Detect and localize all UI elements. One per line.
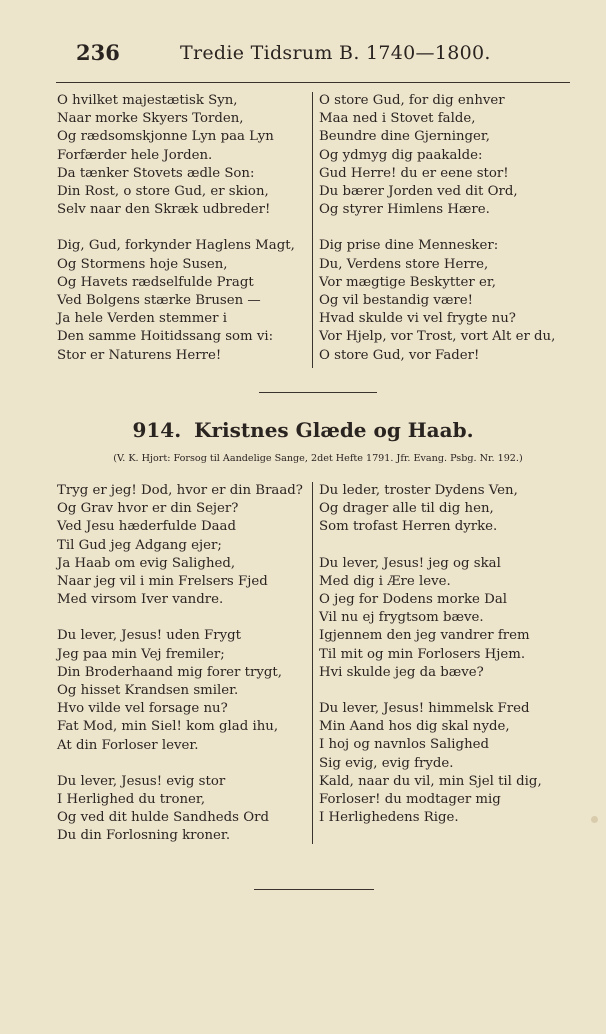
verse-line: Kald, naar du vil, min Sjel til dig,: [319, 773, 542, 789]
verse-line: Og vil bestandig være!: [319, 293, 474, 309]
verse-line: Og drager alle til dig hen,: [319, 501, 494, 517]
column-divider: [312, 482, 313, 844]
hymn-number: 914.: [132, 418, 182, 442]
verse-line: Din Broderhaand mig forer trygt,: [57, 664, 282, 680]
verse-line: Og ydmyg dig paakalde:: [319, 147, 483, 163]
stanza: [319, 555, 569, 682]
verse-line: Naar morke Skyers Torden,: [57, 111, 244, 127]
verse-line: Du leder, troster Dydens Ven,: [319, 483, 518, 498]
verse-line: Du lever, Jesus! himmelsk Fred: [319, 701, 530, 717]
verse-line: Igjennem den jeg vandrer frem: [319, 628, 530, 644]
verse-line: Vil nu ej frygtsom bæve.: [319, 610, 484, 626]
verse-line: Og rædsomskjonne Lyn paa Lyn: [57, 129, 274, 145]
verse-line: O store Gud, vor Fader!: [319, 347, 480, 363]
verse-line: O store Gud, for dig enhver: [319, 93, 505, 108]
verse-line: I Herlighedens Rige.: [319, 810, 459, 826]
verse-line: Fat Mod, min Siel! kom glad ihu,: [57, 719, 279, 735]
verse-line: Tryg er jeg! Dod, hvor er din Braad?: [57, 483, 303, 498]
verse-line: Du lever, Jesus! uden Frygt: [57, 628, 241, 644]
section-divider: [259, 392, 377, 393]
verse-line: O jeg for Dodens morke Dal: [319, 592, 507, 608]
running-head: Tredie Tidsrum B. 1740—1800.: [180, 42, 491, 64]
verse-line: Gud Herre! du er eene stor!: [319, 165, 509, 181]
verse-line: Du lever, Jesus! jeg og skal: [319, 555, 501, 571]
top-right-column: [319, 92, 569, 383]
verse-line: I Herlighed du troner,: [57, 792, 206, 808]
stanza: [319, 237, 569, 364]
hymn-title: Kristnes Glæde og Haab.: [194, 418, 474, 442]
verse-line: Ved Jesu hæderfulde Daad: [57, 519, 236, 535]
page-number: 236: [76, 40, 120, 65]
verse-line: Din Rost, o store Gud, er skion,: [57, 184, 269, 200]
verse-line: Du din Forlosning kroner.: [57, 828, 231, 844]
stanza: [319, 482, 569, 537]
stanza: [319, 700, 569, 827]
page-header: [76, 40, 570, 70]
verse-line: Hvo vilde vel forsage nu?: [57, 701, 228, 717]
verse-line: Jeg paa min Vej fremiler;: [57, 646, 225, 662]
verse-line: Ja hele Verden stemmer i: [57, 311, 228, 327]
stanza: [319, 92, 569, 219]
verse-line: Forloser! du modtager mig: [319, 792, 501, 808]
verse-line: Med virsom Iver vandre.: [57, 592, 224, 608]
verse-line: Du bærer Jorden ved dit Ord,: [319, 184, 518, 200]
top-left-column: [57, 92, 307, 383]
verse-line: Vor mægtige Beskytter er,: [319, 274, 496, 290]
hymn-heading: [0, 418, 606, 442]
verse-line: Og Stormens hoje Susen,: [57, 256, 228, 272]
paper-spot: [591, 816, 598, 823]
verse-line: Beundre dine Gjerninger,: [319, 129, 491, 145]
verse-line: Min Aand hos dig skal nyde,: [319, 719, 510, 735]
hymn-source: (V. K. Hjort: Forsog til Aandelige Sange, 2det Hefte 1791. Jfr. Evang. Psbg. Nr. 192.): [113, 453, 523, 464]
verse-line: Og hisset Krandsen smiler.: [57, 683, 239, 699]
verse-line: Med dig i Ære leve.: [319, 573, 451, 589]
verse-line: Til Gud jeg Adgang ejer;: [57, 537, 222, 553]
verse-line: Stor er Naturens Herre!: [57, 347, 222, 363]
verse-line: Og ved dit hulde Sandheds Ord: [57, 810, 269, 826]
verse-line: Og Grav hvor er din Sejer?: [57, 501, 239, 517]
verse-line: Forfærder hele Jorden.: [57, 147, 213, 163]
verse-line: Ved Bolgens stærke Brusen —: [57, 293, 261, 309]
verse-line: Som trofast Herren dyrke.: [319, 519, 498, 535]
verse-line: O hvilket majestætisk Syn,: [57, 93, 238, 108]
verse-line: Til mit og min Forlosers Hjem.: [319, 646, 526, 662]
verse-line: Maa ned i Stovet falde,: [319, 111, 476, 127]
verse-line: Hvi skulde jeg da bæve?: [319, 664, 484, 680]
verse-line: Vor Hjelp, vor Trost, vort Alt er du,: [319, 329, 556, 345]
end-divider: [254, 889, 374, 890]
stanza: [57, 92, 307, 219]
bottom-left-column: [57, 482, 307, 864]
verse-line: Og Havets rædselfulde Pragt: [57, 274, 254, 290]
verse-line: Og styrer Himlens Hære.: [319, 202, 490, 218]
column-divider: [312, 92, 313, 368]
verse-line: Dig prise dine Mennesker:: [319, 238, 499, 254]
stanza: [57, 482, 307, 609]
verse-line: Ja Haab om evig Salighed,: [57, 555, 236, 571]
header-rule: [56, 82, 570, 83]
verse-line: Du lever, Jesus! evig stor: [57, 773, 226, 789]
verse-line: Naar jeg vil i min Frelsers Fjed: [57, 574, 268, 590]
bottom-right-column: [319, 482, 569, 845]
stanza: [57, 627, 307, 754]
verse-line: I hoj og navnlos Salighed: [319, 737, 490, 753]
verse-line: Sig evig, evig fryde.: [319, 755, 454, 771]
verse-line: At din Forloser lever.: [57, 737, 199, 753]
verse-line: Selv naar den Skræk udbreder!: [57, 202, 271, 218]
stanza: [57, 237, 307, 364]
verse-line: Hvad skulde vi vel frygte nu?: [319, 311, 516, 327]
verse-line: Dig, Gud, forkynder Haglens Magt,: [57, 238, 295, 254]
stanza: [57, 773, 307, 846]
verse-line: Da tænker Stovets ædle Son:: [57, 165, 255, 181]
verse-line: Den samme Hoitidssang som vi:: [57, 329, 274, 345]
verse-line: Du, Verdens store Herre,: [319, 256, 489, 272]
